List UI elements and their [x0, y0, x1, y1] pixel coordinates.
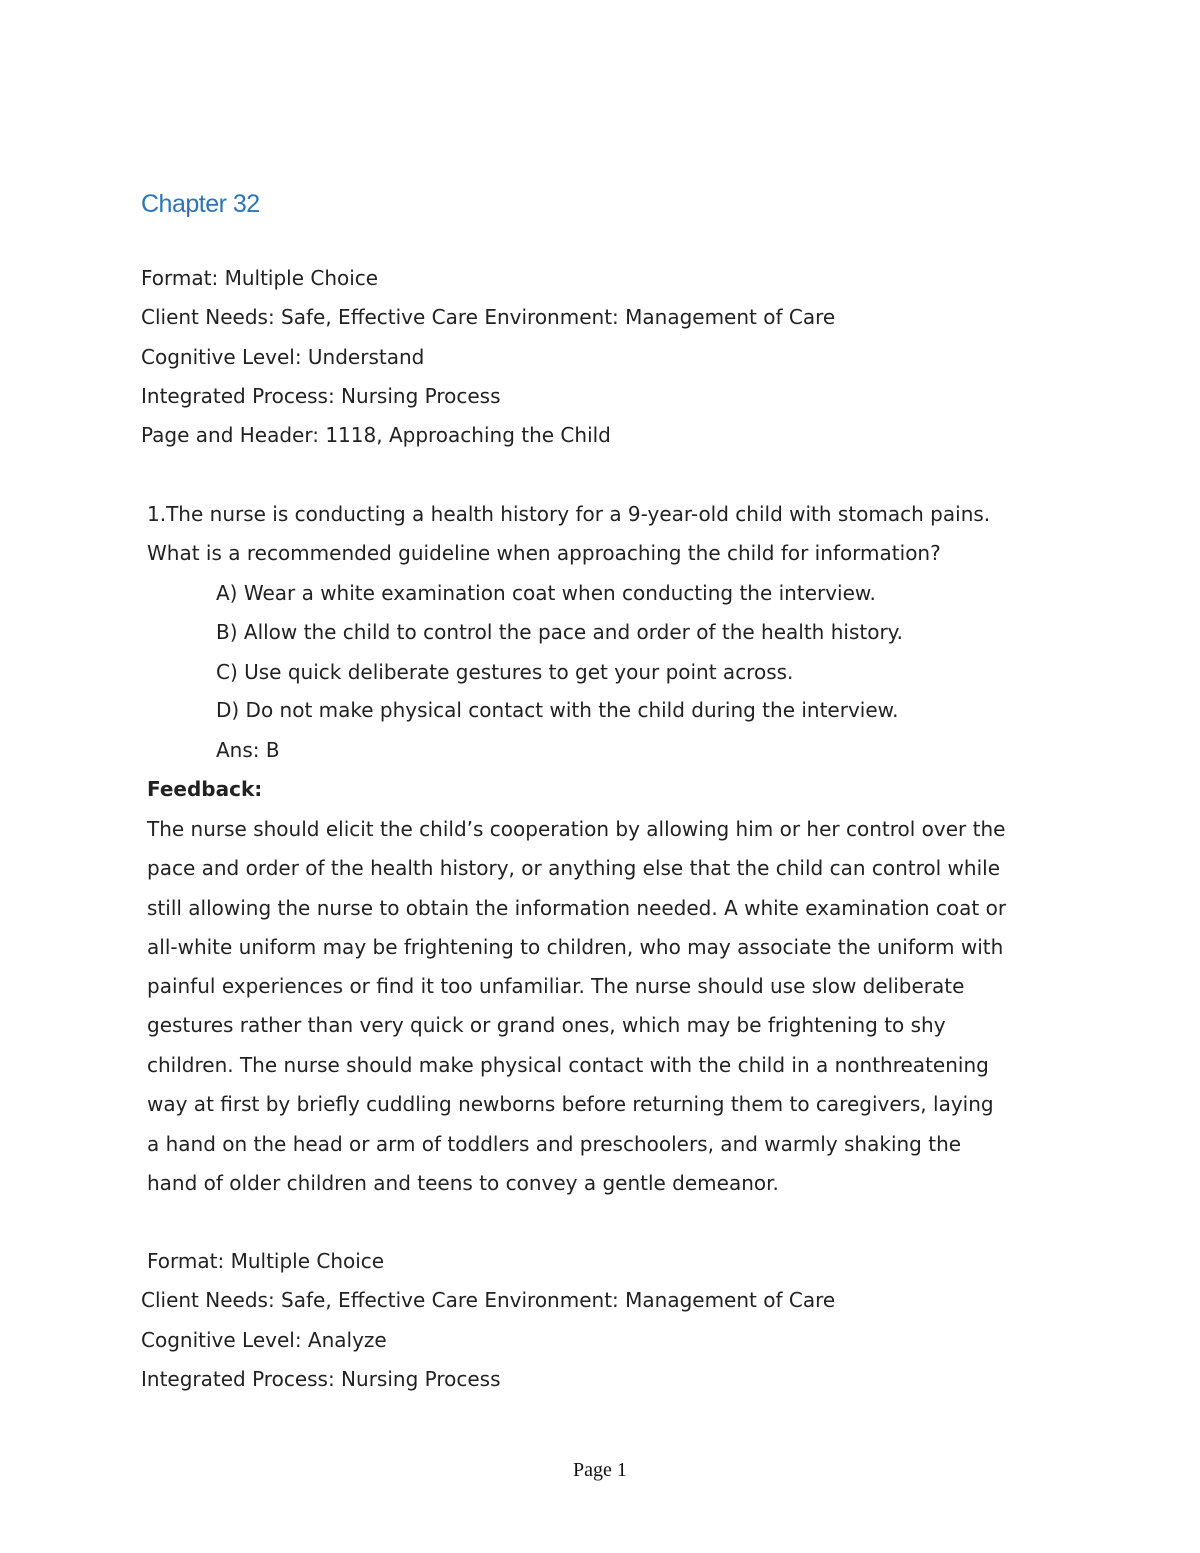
cognitive-level-line: Cognitive Level: Understand — [141, 345, 425, 369]
feedback-line: still allowing the nurse to obtain the information needed. A white examination coat or — [147, 896, 1007, 920]
feedback-line: gestures rather than very quick or grand ones, which may be frightening to shy — [147, 1013, 946, 1037]
format-line: Format: Multiple Choice — [147, 1249, 385, 1273]
feedback-heading: Feedback: — [147, 777, 263, 801]
integrated-process-line: Integrated Process: Nursing Process — [141, 1367, 501, 1391]
feedback-line: painful experiences or find it too unfamiliar. The nurse should use slow deliberate — [147, 974, 965, 998]
feedback-line: way at first by briefly cuddling newborns before returning them to caregivers, laying — [147, 1092, 994, 1116]
feedback-line: children. The nurse should make physical contact with the child in a nonthreatening — [147, 1053, 989, 1077]
cognitive-level-line: Cognitive Level: Analyze — [141, 1328, 387, 1352]
question-stem-line-2: What is a recommended guideline when approaching the child for information? — [147, 541, 941, 565]
feedback-line: pace and order of the health history, or anything else that the child can control while — [147, 856, 1001, 880]
feedback-line: The nurse should elicit the child’s cooperation by allowing him or her control over the — [147, 817, 1006, 841]
page-number-footer: Page 1 — [573, 1459, 627, 1481]
integrated-process-line: Integrated Process: Nursing Process — [141, 384, 501, 408]
feedback-line: a hand on the head or arm of toddlers and preschoolers, and warmly shaking the — [147, 1132, 962, 1156]
option-d: D) Do not make physical contact with the child during the interview. — [216, 698, 899, 722]
client-needs-line: Client Needs: Safe, Effective Care Environment: Management of Care — [141, 305, 836, 329]
option-b: B) Allow the child to control the pace and order of the health history. — [216, 620, 904, 644]
option-a: A) Wear a white examination coat when conducting the interview. — [216, 581, 876, 605]
feedback-line: all-white uniform may be frightening to children, who may associate the uniform with — [147, 935, 1004, 959]
format-line: Format: Multiple Choice — [141, 266, 379, 290]
answer-line: Ans: B — [216, 738, 280, 762]
question-stem-line-1: 1.The nurse is conducting a health history for a 9-year-old child with stomach pains. — [147, 502, 991, 526]
client-needs-line: Client Needs: Safe, Effective Care Environment: Management of Care — [141, 1288, 836, 1312]
chapter-title: Chapter 32 — [141, 190, 260, 218]
option-c: C) Use quick deliberate gestures to get your point across. — [216, 660, 794, 684]
feedback-line: hand of older children and teens to convey a gentle demeanor. — [147, 1171, 779, 1195]
page-header-line: Page and Header: 1118, Approaching the Child — [141, 423, 611, 447]
